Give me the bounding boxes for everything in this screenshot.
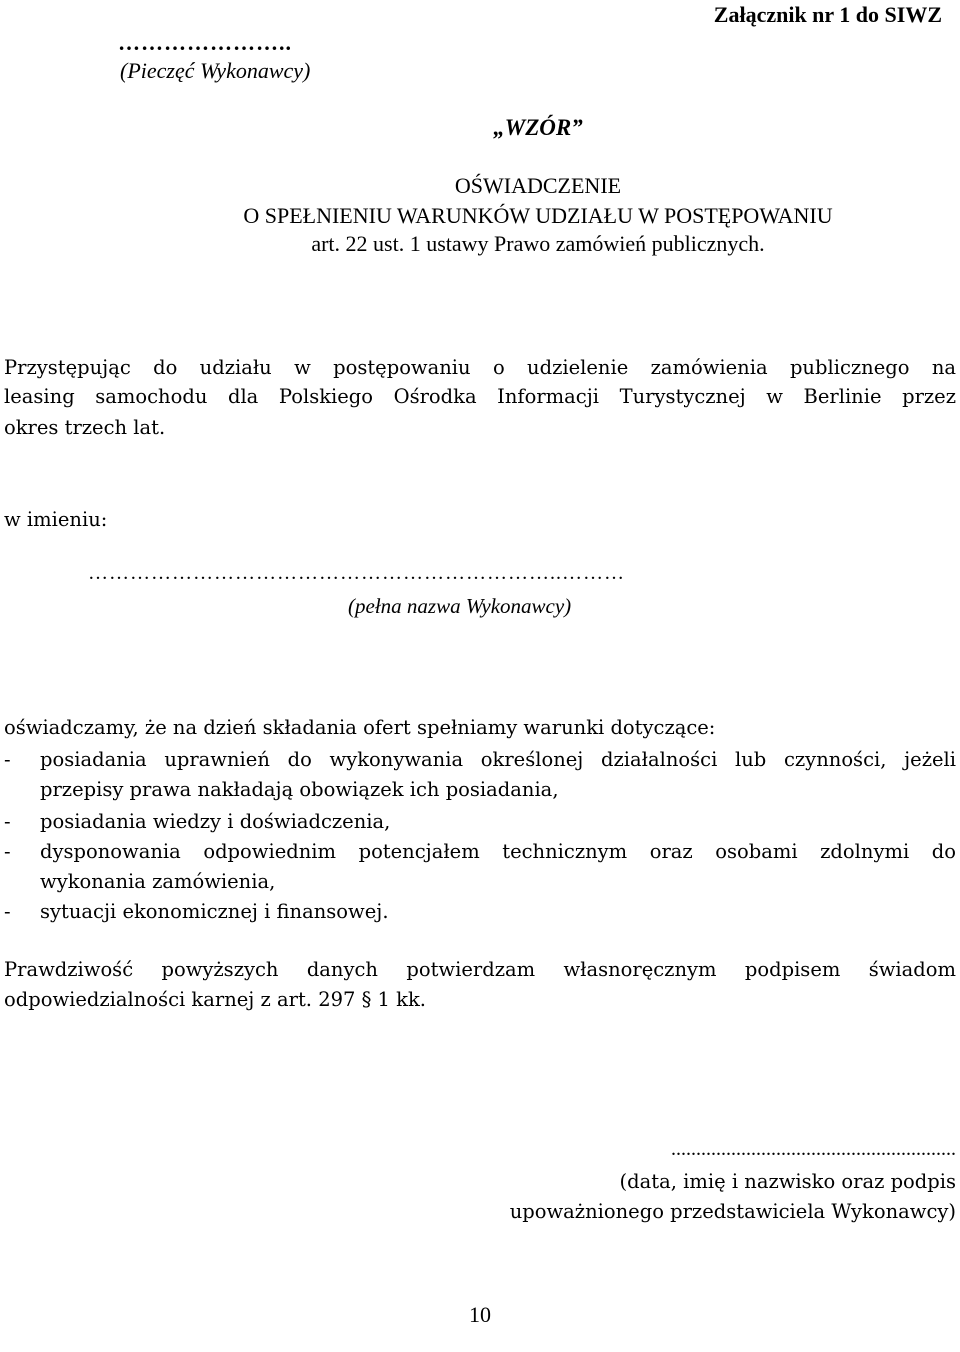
stamp-label: (Pieczęć Wykonawcy) [120,58,311,83]
on-behalf-label: w imieniu: [4,508,108,531]
signature-caption-line-2: upoważnionego przedstawiciela Wykonawcy) [509,1200,956,1223]
page-number: 10 [469,1302,491,1327]
intro-line-2: leasing samochodu dla Polskiego Ośrodka Informacji Turystycznej w Berlinie przez [4,385,956,408]
signature-caption-line-1: (data, imię i nazwisko oraz podpis [619,1170,956,1193]
list-bullet: - [4,810,11,833]
contractor-name-caption: (pełna nazwa Wykonawcy) [348,594,572,618]
condition-item-2: posiadania wiedzy i doświadczenia, [40,810,391,833]
sample-heading: „WZÓR” [493,115,583,140]
list-bullet: - [4,900,11,923]
intro-line-1: Przystępując do udziału w postępowaniu o udzielenie zamówienia publicznego na [4,356,956,379]
confirmation-line-1: Prawdziwość powyższych danych potwierdzam własnoręcznym podpisem świadom [4,958,956,981]
signature-field: ......................................................... [671,1138,956,1160]
condition-item-4: sytuacji ekonomicznej i finansowej. [40,900,389,923]
declaration-lead: oświadczamy, że na dzień składania ofert spełniamy warunki dotyczące: [4,716,716,739]
document-subtitle: O SPEŁNIENIU WARUNKÓW UDZIAŁU W POSTĘPOWANIU [243,203,833,228]
condition-item-3-continued: wykonania zamówienia, [40,870,276,893]
legal-basis: art. 22 ust. 1 ustawy Prawo zamówień publicznych. [311,231,765,256]
stamp-placeholder-dots: ………………….. [118,30,292,55]
condition-item-1: posiadania uprawnień do wykonywania określonej działalności lub czynności, jeżeli [40,748,956,771]
list-bullet: - [4,748,11,771]
confirmation-line-2: odpowiedzialności karnej z art. 297 § 1 kk. [4,988,426,1011]
condition-item-3: dysponowania odpowiednim potencjałem technicznym oraz osobami zdolnymi do [40,840,956,863]
list-bullet: - [4,840,11,863]
condition-item-1-continued: przepisy prawa nakładają obowiązek ich posiadania, [40,778,559,801]
contractor-name-field: …………………………………………………………..……… [88,562,625,584]
annex-label: Załącznik nr 1 do SIWZ [713,2,942,27]
document-title: OŚWIADCZENIE [454,173,622,198]
intro-line-3: okres trzech lat. [4,416,166,439]
